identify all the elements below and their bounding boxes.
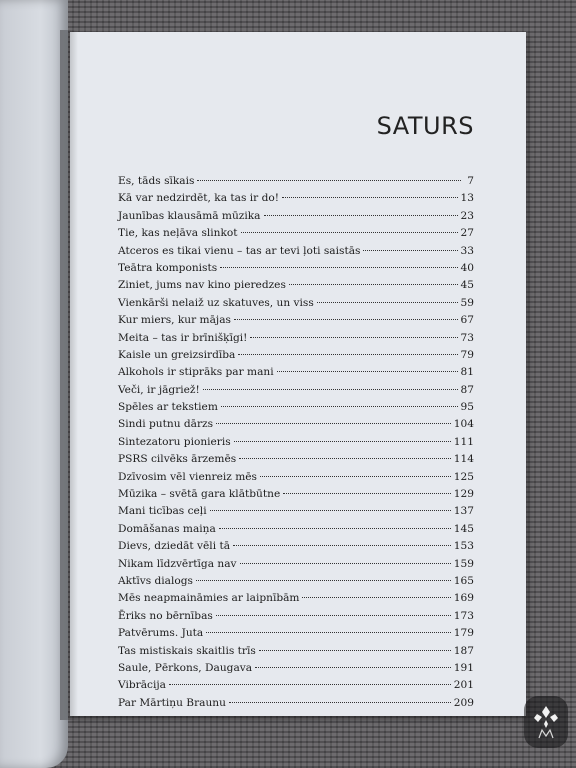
toc-entry-page: 209	[453, 696, 474, 709]
toc-entry-title: Ēriks no bērnības	[118, 609, 213, 622]
toc-entry	[118, 434, 474, 451]
toc-entry-page: 40	[460, 261, 474, 274]
toc-leader-dots	[241, 232, 458, 233]
toc-entry-page: 125	[453, 470, 474, 483]
toc-entry-title: Kā var nedzirdēt, ka tas ir do!	[118, 192, 279, 205]
toc-leader-dots	[169, 684, 451, 685]
toc-entry-page: 191	[453, 661, 474, 674]
toc-leader-dots	[234, 319, 458, 320]
toc-entry	[118, 364, 474, 381]
spine-shadow	[60, 30, 78, 720]
toc-entry-title: Jaunības klausāmā mūzika	[118, 209, 261, 222]
page-title: SATURS	[376, 112, 474, 140]
toc-entry	[118, 556, 474, 573]
toc-entry-page: 165	[453, 574, 474, 587]
toc-entry-title: Vienkārši nelaiž uz skatuves, un viss	[118, 296, 314, 309]
toc-entry-page: 173	[453, 609, 474, 622]
toc-leader-dots	[219, 528, 451, 529]
toc-entry-title: Veči, ir jāgriež!	[118, 383, 200, 396]
toc-leader-dots	[317, 302, 458, 303]
toc-leader-dots	[255, 667, 451, 668]
toc-entry-page: 7	[467, 175, 474, 187]
toc-entry-page: 159	[453, 557, 474, 570]
toc-leader-dots	[264, 215, 458, 216]
toc-entry-page: 59	[460, 296, 474, 309]
toc-leader-dots	[233, 545, 451, 546]
toc-entry-title: PSRS cilvēks ārzemēs	[118, 453, 237, 466]
toc-leader-dots	[234, 441, 451, 442]
toc-entry	[118, 643, 474, 660]
toc-entry-title: Ziniet, jums nav kino pieredzes	[118, 279, 286, 292]
toc-entry	[118, 486, 474, 503]
toc-entry-title: Tas mistiskais skaitlis trīs	[118, 644, 256, 657]
toc-entry-title: Nikam līdzvērtīga nav	[118, 557, 237, 570]
toc-entry	[118, 416, 474, 433]
toc-entry-title: Kaisle un greizsirdība	[118, 348, 236, 361]
toc-entry	[118, 469, 474, 486]
toc-leader-dots	[221, 406, 458, 407]
toc-entry-page: 13	[460, 192, 474, 205]
toc-entry	[118, 695, 474, 712]
toc-entry	[118, 573, 474, 590]
toc-leader-dots	[282, 197, 458, 198]
toc-entry-page: 145	[453, 522, 474, 535]
toc-leader-dots	[238, 354, 457, 355]
toc-leader-dots	[260, 476, 451, 477]
toc-entry	[118, 538, 474, 555]
toc-entry-page: 137	[453, 505, 474, 518]
toc-entry-title: Spēles ar tekstiem	[118, 401, 218, 414]
toc-entry-page: 111	[453, 435, 474, 448]
toc-leader-dots	[210, 510, 451, 511]
book-page	[70, 32, 526, 716]
toc-entry	[118, 312, 474, 329]
toc-entry-title: Alkohols ir stiprāks par mani	[118, 366, 274, 379]
toc-entry-title: Par Mārtiņu Braunu	[118, 696, 226, 709]
toc-entry-title: Domāšanas maiņa	[118, 522, 216, 535]
toc-entry-page: 201	[453, 679, 474, 692]
toc-entry-page: 114	[453, 453, 474, 466]
toc-entry-title: Atceros es tikai vienu – tas ar tevi ļoti saistās	[118, 244, 361, 257]
toc-entry	[118, 208, 474, 225]
toc-entry	[118, 521, 474, 538]
toc-entry-title: Dievs, dziedāt vēli tā	[118, 540, 231, 553]
toc-leader-dots	[250, 337, 457, 338]
toc-entry-title: Aktīvs dialogs	[118, 574, 193, 587]
toc-leader-dots	[206, 632, 451, 633]
table-of-contents	[118, 173, 474, 712]
toc-entry	[118, 295, 474, 312]
toc-entry-title: Mani ticības ceļi	[118, 505, 207, 518]
toc-leader-dots	[289, 284, 458, 285]
left-page-edge	[0, 0, 68, 768]
toc-entry	[118, 399, 474, 416]
toc-entry-page: 33	[460, 244, 474, 257]
logo-mark-icon	[531, 702, 561, 742]
toc-leader-dots	[220, 267, 457, 268]
toc-leader-dots	[196, 580, 451, 581]
toc-entry	[118, 625, 474, 642]
toc-leader-dots	[302, 597, 450, 598]
toc-entry-page: 45	[460, 279, 474, 292]
toc-entry-page: 79	[460, 348, 474, 361]
toc-entry-title: Dzīvosim vēl vienreiz mēs	[118, 470, 257, 483]
toc-entry	[118, 451, 474, 468]
toc-entry	[118, 503, 474, 520]
toc-entry-title: Sintezatoru pionieris	[118, 435, 231, 448]
toc-entry	[118, 347, 474, 364]
toc-entry-page: 179	[453, 627, 474, 640]
toc-entry	[118, 277, 474, 294]
toc-leader-dots	[240, 563, 451, 564]
toc-entry-title: Saule, Pērkons, Daugava	[118, 661, 253, 674]
toc-entry-page: 153	[453, 540, 474, 553]
toc-leader-dots	[363, 250, 457, 251]
toc-entry-title: Mūzika – svētā gara klātbūtne	[118, 488, 281, 501]
toc-entry	[118, 243, 474, 260]
toc-entry	[118, 330, 474, 347]
toc-entry	[118, 382, 474, 399]
toc-leader-dots	[216, 615, 451, 616]
toc-leader-dots	[277, 371, 458, 372]
toc-entry-title: Sindi putnu dārzs	[118, 418, 214, 431]
toc-entry-title: Patvērums. Juta	[118, 627, 204, 640]
toc-entry	[118, 590, 474, 607]
toc-entry-page: 23	[460, 209, 474, 222]
toc-entry-page: 81	[460, 366, 474, 379]
toc-entry-title: Es, tāds sīkais	[118, 175, 195, 187]
toc-entry-title: Meita – tas ir brīnišķīgi!	[118, 331, 248, 344]
toc-entry	[118, 260, 474, 277]
toc-leader-dots	[239, 458, 451, 459]
toc-entry-title: Tie, kas neļāva slinkot	[118, 227, 238, 240]
toc-entry	[118, 225, 474, 242]
toc-entry-page: 73	[460, 331, 474, 344]
toc-leader-dots	[283, 493, 451, 494]
toc-entry	[118, 660, 474, 677]
toc-entry	[118, 677, 474, 694]
toc-entry	[118, 173, 474, 190]
toc-entry-title: Kur miers, kur mājas	[118, 314, 231, 327]
toc-entry-title: Mēs neapmaināmies ar laipnībām	[118, 592, 300, 605]
toc-entry-page: 104	[453, 418, 474, 431]
toc-entry-page: 27	[460, 227, 474, 240]
toc-leader-dots	[229, 702, 451, 703]
toc-entry-title: Teātra komponists	[118, 261, 218, 274]
toc-entry-page: 169	[453, 592, 474, 605]
toc-leader-dots	[203, 389, 458, 390]
toc-entry-page: 67	[460, 314, 474, 327]
toc-entry-title: Vibrācija	[118, 679, 166, 692]
toc-entry	[118, 608, 474, 625]
toc-leader-dots	[197, 180, 461, 181]
toc-entry-page: 87	[460, 383, 474, 396]
toc-entry	[118, 190, 474, 207]
watermark-logo	[524, 696, 568, 748]
toc-leader-dots	[259, 650, 451, 651]
toc-entry-page: 129	[453, 488, 474, 501]
toc-leader-dots	[216, 423, 451, 424]
toc-entry-page: 187	[453, 644, 474, 657]
toc-entry-page: 95	[460, 401, 474, 414]
